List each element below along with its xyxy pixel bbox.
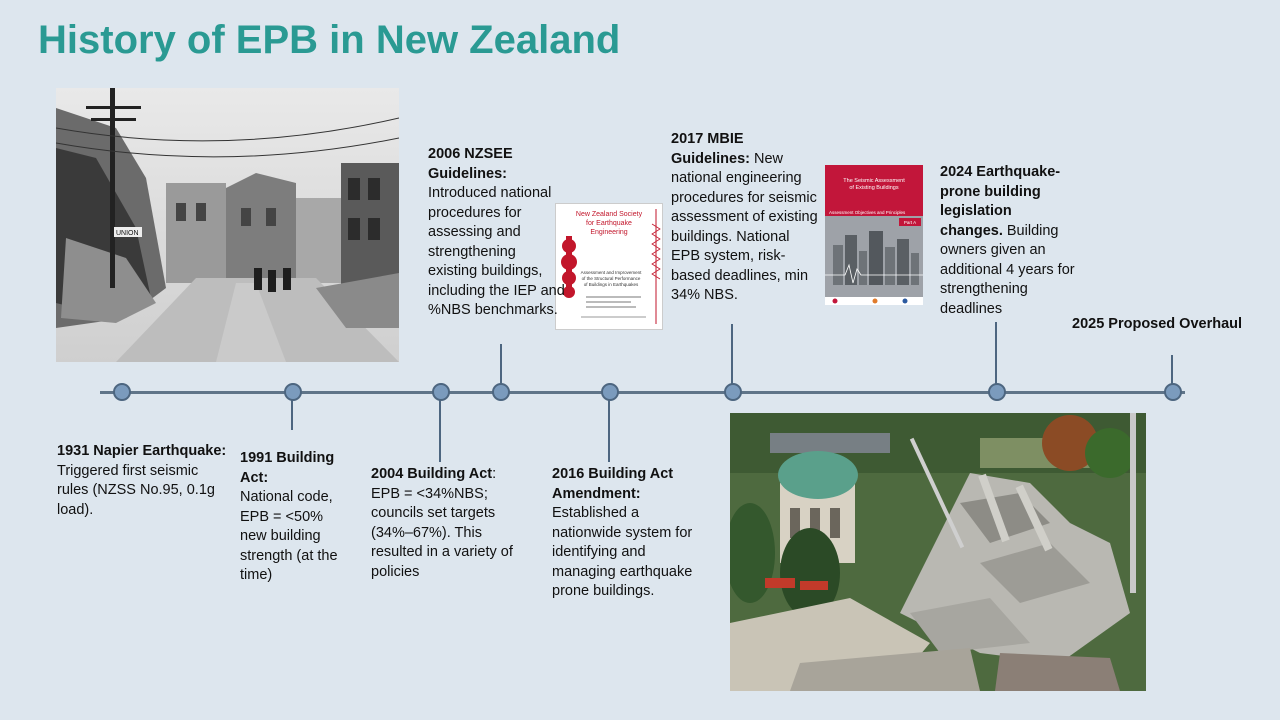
event-1931 [57, 442, 227, 520]
page-title: History of EPB in New Zealand [38, 18, 621, 62]
svg-text:of the Structural Performance: of the Structural Performance [581, 276, 641, 281]
timeline-node-1931 [113, 383, 131, 401]
event-2004 [371, 465, 521, 582]
timeline-node-2024 [988, 383, 1006, 401]
stem-1991 [291, 398, 293, 430]
mbie-guidelines-cover [825, 165, 923, 305]
event-2017-body: New national engineering procedures for seismic assessment of existing buildings. National EPB system, risk-based deadlines, min 34% NBS. [671, 150, 818, 303]
event-2017-head: 2017 MBIE Guidelines: [671, 131, 750, 167]
timeline-node-2017 [724, 383, 742, 401]
timeline-node-1991 [284, 383, 302, 401]
timeline-node-2006 [492, 383, 510, 401]
event-2024-body: Building owners given an additional 4 years for strengthening deadlines [940, 222, 1075, 317]
svg-text:New Zealand Society: New Zealand Society [575, 211, 643, 218]
napier-earthquake-photo [56, 88, 399, 362]
timeline-node-2004 [432, 383, 450, 401]
event-1931-body: Triggered first seismic rules (NZSS No.95, 0.1g load). [57, 462, 215, 518]
svg-text:for Earthquake: for Earthquake [586, 220, 632, 227]
timeline-axis [100, 391, 1185, 394]
stem-2004 [439, 398, 441, 462]
event-2004-head: 2004 Building Act [371, 466, 493, 482]
stem-2017 [731, 324, 733, 386]
event-2016-head: 2016 Building Act Amendment: [552, 466, 674, 502]
svg-text:Part A: Part A [903, 220, 917, 225]
event-1931-head: 1931 Napier Earthquake: [57, 443, 227, 459]
event-1991-head: 1991 Building Act: [240, 450, 335, 486]
event-2006-body: Introduced national procedures for assessing and strengthening existing buildings, including the IEP and %NBS benchmarks. [428, 185, 565, 318]
stem-2025 [1171, 355, 1173, 385]
event-2025-head: 2025 Proposed Overhaul [1072, 316, 1243, 332]
svg-text:Assessment and Improvement: Assessment and Improvement [580, 270, 642, 275]
event-2024-head: 2024 Earthquake-prone building legislation changes. [940, 164, 1061, 239]
event-2004-head-suffix: : [492, 466, 497, 482]
stem-2006 [500, 344, 502, 384]
stem-2016 [608, 398, 610, 462]
event-2016 [552, 465, 697, 602]
nzsee-guidelines-cover [555, 203, 663, 330]
stem-2024 [995, 322, 997, 384]
event-2006 [428, 145, 568, 321]
event-2006-head: 2006 NZSEE Guidelines: [428, 146, 513, 182]
event-2016-body: Established a nationwide system for identifying and managing earthquake prone buildings. [552, 505, 693, 599]
event-1991-body: National code, EPB = <50% new building strength (at the time) [240, 489, 338, 583]
event-2004-body: EPB = <34%NBS; councils set targets (34%–67%). This resulted in a variety of policies [371, 485, 513, 580]
event-2017 [671, 130, 819, 306]
event-2024 [940, 163, 1075, 319]
svg-text:of Buildings in Earthquakes: of Buildings in Earthquakes [583, 282, 639, 287]
svg-text:Assessment Objectives and Prin: Assessment Objectives and Principles [829, 210, 906, 215]
timeline-node-2016 [601, 383, 619, 401]
svg-text:Engineering: Engineering [590, 229, 628, 236]
svg-text:The Seismic Assessment: The Seismic Assessment [843, 178, 905, 184]
svg-text:of Existing Buildings: of Existing Buildings [849, 185, 899, 191]
timeline-node-2025 [1164, 383, 1182, 401]
event-1991 [240, 449, 350, 586]
napier-sign-union: UNION [116, 230, 139, 237]
event-2025 [1072, 315, 1272, 335]
christchurch-collapse-photo [730, 413, 1146, 691]
